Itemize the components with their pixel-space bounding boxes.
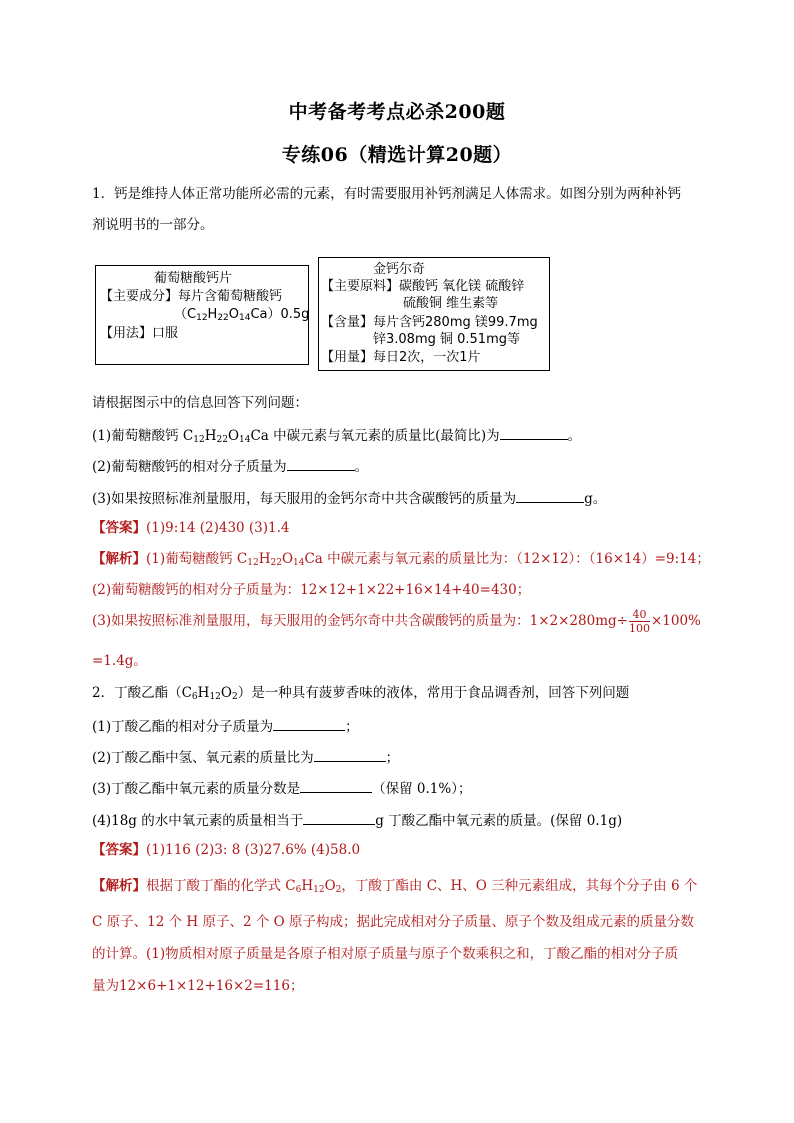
q2-intro: 2．丁酸乙酯$(C_6H_{12}O_2)$是一种具有菠萝香味的液体，常用于食品调香剂，回答下列问题 [92,685,630,702]
box2-content: 【含量】每片含钙280mg 镁99.7mg [321,315,538,330]
q1-sub1: (1)葡萄糖酸钙 $C_{12}H_{22}O_{14}Ca$ 中碳元素与氧元素的质量比(最简比)为 。 [92,425,581,445]
box2-materials-line2: 硫酸铜 维生素等 [403,296,499,311]
jinkaierqi-label-box [318,257,550,371]
calcium-gluconate-label-box [95,265,309,365]
answer-blank[interactable] [516,488,584,503]
q2-answer: 【答案】(1)116 (2)3: 8 (3)27.6% (4)58.0 [92,842,361,858]
q1-analysis-1: 【解析】(1)葡萄糖酸钙 $C_{12}H_{22}O_{14}Ca$ 中碳元素与氧元素的质量比为：（12×12）：（16×14）=9:14； [92,551,710,568]
q1-analysis-result: =1.4g。 [92,653,147,669]
box2-dosage: 【用量】每日2次，一次1片 [321,350,481,365]
q1-intro-line2: 剂说明书的一部分。 [92,217,214,233]
q1-sub2: (2)葡萄糖酸钙的相对分子质量为 。 [92,456,368,476]
answer-blank[interactable] [500,425,568,440]
q1-intro-line1: 1．钙是维持人体正常功能所必需的元素，有时需要服用补钙剂满足人体需求。如图分别为两种补钙 [92,186,682,202]
q2-analysis-1: 【解析】根据丁酸丁酯的化学式 $C_6H_{12}O_2$，丁酸丁酯由 C、H、O 三种元素组成，其每个分子由 6 个 [92,878,698,895]
q2-sub4: (4)18g 的水中氧元素的质量相当于 g 丁酸乙酯中氧元素的质量。(保留 0.1g) [92,810,622,830]
q1-analysis-2: (2)葡萄糖酸钙的相对分子质量为：12×12+1×22+16×14+40=430； [92,582,531,598]
page-subtitle: 专练06（精选计算20题） [281,144,513,166]
q2-sub3: (3)丁酸乙酯中氧元素的质量分数是 （保留 0.1%）； [92,778,471,798]
box1-ingredients: 【主要成分】每片含葡萄糖酸钙 [100,289,283,304]
q2-analysis-4: 量为12×6+1×12+16×2=116； [92,978,304,994]
page-title: 中考备考考点必杀200题 [288,101,506,123]
q2-sub2: (2)丁酸乙酯中氢、氧元素的质量比为 ； [92,747,399,767]
answer-blank[interactable] [314,747,386,762]
box1-usage: 【用法】口服 [100,326,179,341]
q2-analysis-3: 的计算。(1)物质相对原子质量是各原子相对原子质量与原子个数乘积之和，丁酸乙酯的相对分子质 [92,946,679,962]
fraction: $\frac{40}{100}$ [628,608,650,635]
answer-blank[interactable] [300,778,372,793]
answer-blank[interactable] [273,716,345,731]
answer-blank[interactable] [287,456,355,471]
box1-formula: $(C_{12}H_{22}O_{14}Ca)0.5g$ [174,307,310,323]
box2-title: 金钙尔奇 [373,262,426,277]
q2-sub1: (1)丁酸乙酯的相对分子质量为 ； [92,716,359,736]
answer-blank[interactable] [303,810,375,825]
q1-answer: 【答案】(1)9:14 (2)430 (3)1.4 [92,520,290,536]
q1-prompt: 请根据图示中的信息回答下列问题： [92,395,308,411]
q1-sub3: (3)如果按照标准剂量服用，每天服用的金钙尔奇中共含碳酸钙的质量为 g。 [92,488,606,508]
box2-content-line2: 锌3.08mg 铜 0.51mg等 [373,332,520,347]
box1-title: 葡萄糖酸钙片 [154,271,233,286]
q1-analysis-3: (3)如果按照标准剂量服用，每天服用的金钙尔奇中共含碳酸钙的质量为：1×2×280mg÷ $\frac{40}{100}$ ×100% [92,608,701,635]
box2-materials: 【主要原料】碳酸钙 氧化镁 硫酸锌 [321,279,525,294]
q2-analysis-2: C 原子、12 个 H 原子、2 个 O 原子构成；据此完成相对分子质量、原子个数及组成元素的质量分数 [92,914,694,930]
